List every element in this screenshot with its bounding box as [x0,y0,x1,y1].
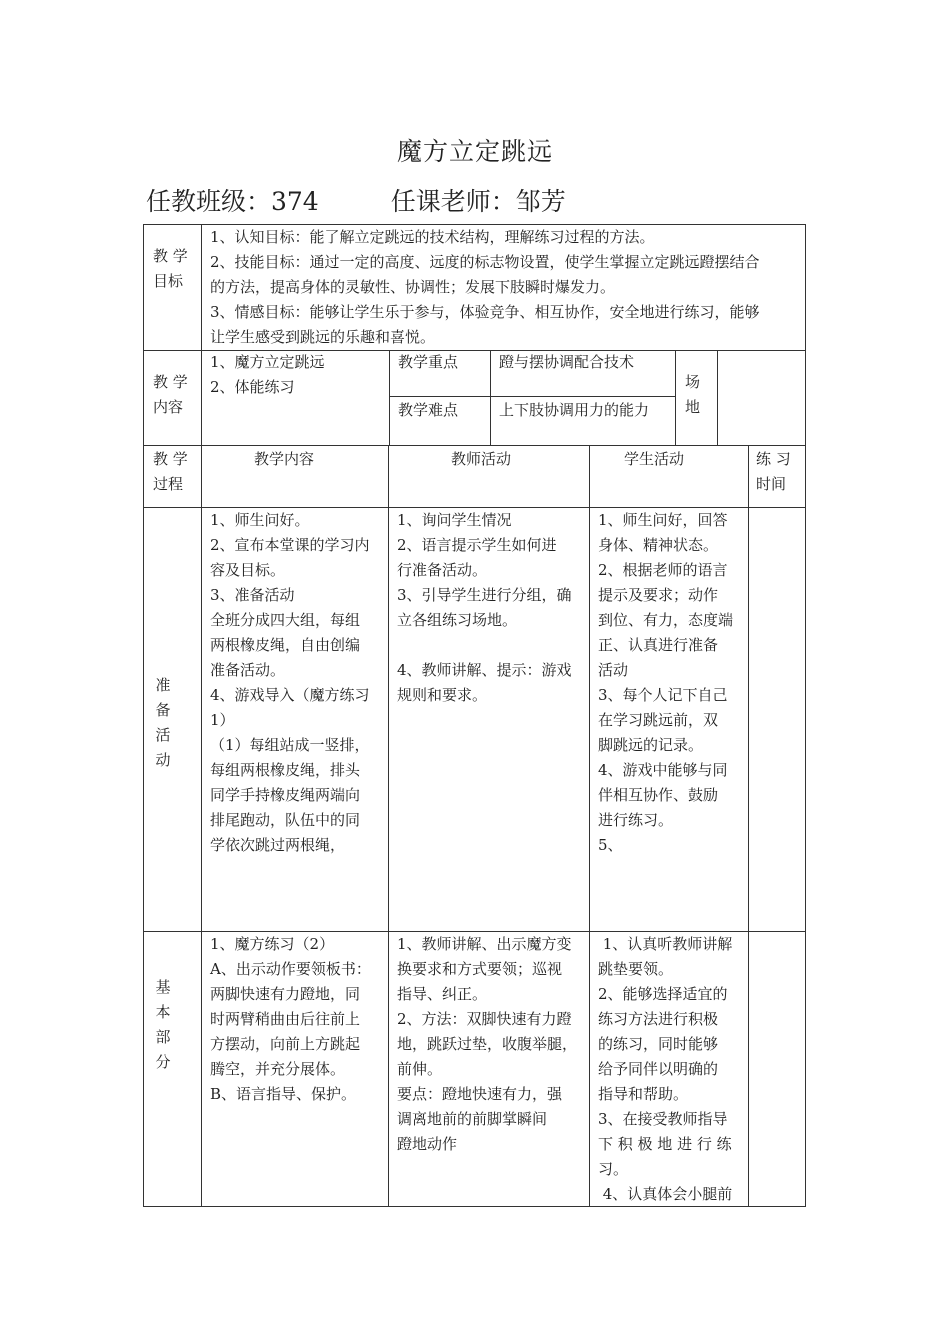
goals-text: 1、认知目标：能了解立定跳远的技术结构，理解练习过程的方法。 2、技能目标：通过一定的高度、远度的标志物设置，使学生掌握立定跳远蹬摆结合 的方法，提高身体的灵敏性、协调性；发展下肢瞬时爆发力。 3、情感目标：能够让学生乐于参与，体验竞争、相互协作，安全地进行练习，能够 让学生感受到跳远的乐趣和喜悦。 [210,228,760,346]
row-divider [144,445,805,446]
teacher-info: 任课老师：邹芳 [390,187,566,216]
key-point-label: 教学重点 [398,353,459,371]
key-point-value: 蹬与摆协调配合技术 [499,353,635,371]
col-divider [388,445,389,1206]
class-info: 任教班级：374 [146,187,319,216]
difficulty-label: 教学难点 [398,401,459,419]
basic-label: 基 本 部 分 [155,978,171,1071]
lesson-plan-table [143,224,806,1207]
col-header-student: 学生活动 [624,450,685,468]
col-divider [589,445,590,1206]
basic-content: 1、魔方练习（2） A、出示动作要领板书： 两脚快速有力蹬地，同 时两臂稍曲由后往前上 方摆动，向前上方跳起 腾空，并充分展体。 B、语言指导、保护。 [210,935,371,1103]
basic-student: 1、认真听教师讲解 跳垫要领。 2、能够选择适宜的 练习方法进行积极 的练习，同时能够 给予同伴以明确的 指导和帮助。 3、在接受教师指导 下 积 极 地 进 行 练 习。 4、认真体会小腿前 [598,935,733,1203]
col-header-time: 练 习 时间 [756,450,791,493]
prep-student: 1、师生问好，回答 身体、精神状态。 2、根据老师的语言 提示及要求；动作 到位、有力，态度端 正、认真进行准备 活动 3、每个人记下自己 在学习跳远前，双 脚跳远的记录。 4、游戏中能够与同 伴相互协作、鼓励 进行练习。 5、 [598,511,734,854]
col-divider [717,350,718,445]
prep-content: 1、师生问好。 2、宣布本堂课的学习内 容及目标。 3、准备活动 全班分成四大组，每组 两根橡皮绳，自由创编 准备活动。 4、游戏导入（魔方练习 1） （1）每组站成一竖排， 每组两根橡皮绳，排头 同学手持橡皮绳两端向 排尾跑动，队伍中的同 学依次跳过两根绳， [210,511,370,854]
difficulty-value: 上下肢协调用力的能力 [499,401,650,419]
basic-teacher: 1、教师讲解、出示魔方变 换要求和方式要领；巡视 指导、纠正。 2、方法：双脚快速有力蹬 地，跳跃过垫，收腹举腿， 前伸。 要点：蹬地快速有力，强 调离地前的前脚掌瞬间 蹬地动作 [397,935,578,1153]
col-divider [748,445,749,1206]
row-divider [389,396,675,397]
prep-teacher: 1、询问学生情况 2、语言提示学生如何进 行准备活动。 3、引导学生进行分组，确 立各组练习场地。 4、教师讲解、提示：游戏 规则和要求。 [397,511,572,704]
col-divider [389,350,390,445]
col-divider [201,225,202,1206]
col-header-content: 教学内容 [254,450,315,468]
col-header-teacher: 教师活动 [451,450,512,468]
col-divider [490,350,491,445]
goals-label: 教 学 目标 [153,247,188,290]
class-teacher-line [146,182,566,218]
process-label: 教 学 过程 [153,450,188,493]
page-title: 魔方立定跳远 [396,137,553,166]
content-label: 教 学 内容 [153,373,188,416]
content-items: 1、魔方立定跳远 2、体能练习 [210,353,325,396]
col-divider [675,350,676,445]
prep-label: 准 备 活 动 [155,676,171,769]
venue-label: 场 地 [685,373,701,416]
